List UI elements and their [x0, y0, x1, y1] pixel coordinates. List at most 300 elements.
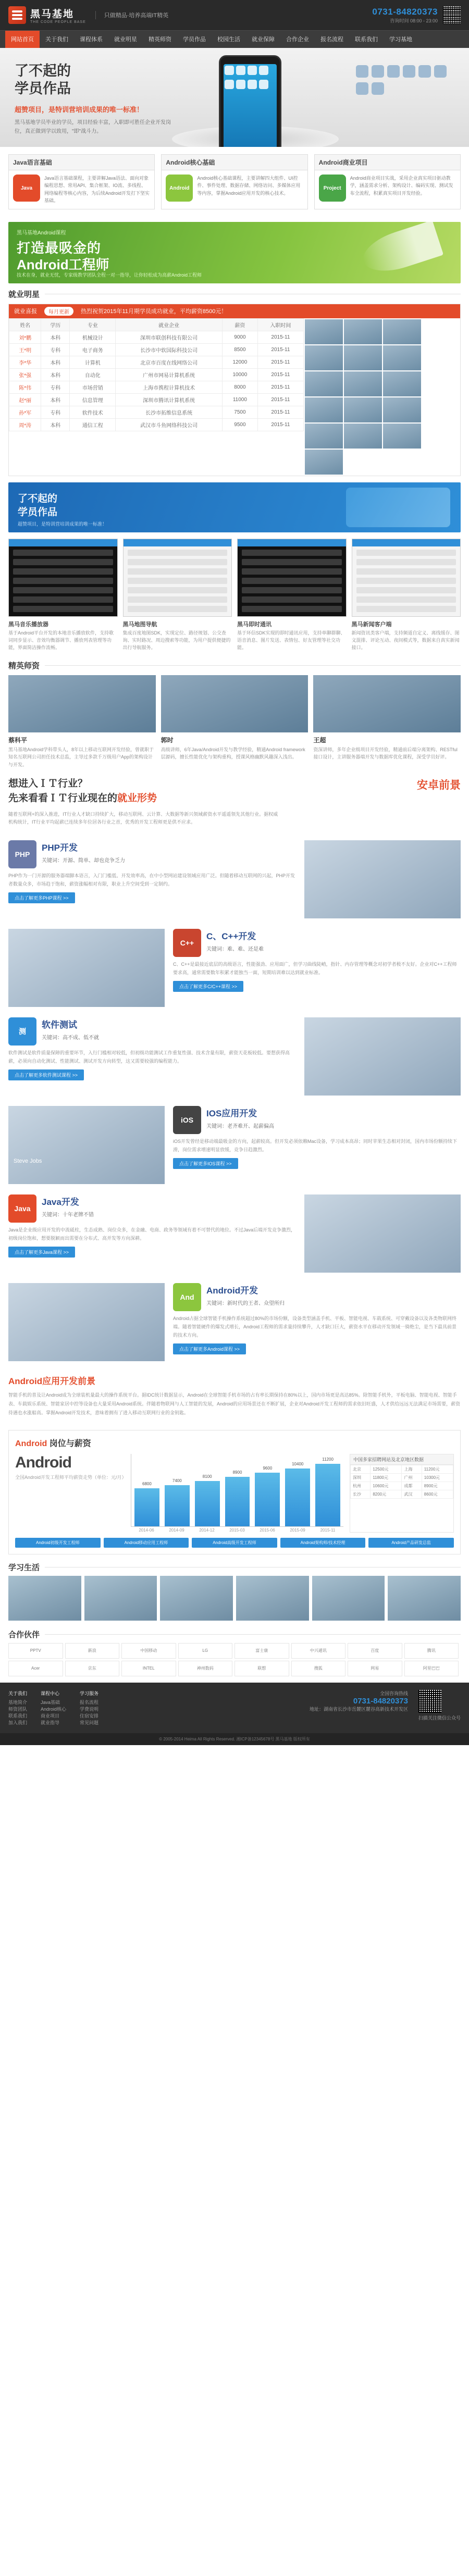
student-photo — [305, 450, 343, 475]
emp-cell: 8000 — [222, 381, 257, 393]
partner-logo-6[interactable]: 百度 — [348, 1643, 402, 1659]
emp-cell: 计算机 — [70, 356, 116, 368]
footer-link[interactable]: 就业指导 — [41, 1720, 60, 1725]
testing-photo — [304, 1017, 461, 1096]
salary-cell: 上海 — [402, 1465, 422, 1473]
android-icon: Android — [166, 175, 193, 202]
salary-cell: 11800元 — [371, 1473, 402, 1482]
partner-logo-15[interactable]: 阿里巴巴 — [404, 1661, 459, 1676]
nav-item-8[interactable]: 合作企业 — [286, 36, 309, 43]
chart-bar-value: 10400 — [292, 1461, 304, 1466]
emp-cell: 本科 — [41, 368, 70, 381]
emp-cell: 深圳市腾讯计算机系统 — [116, 393, 223, 406]
app-showcase — [0, 539, 469, 652]
footer-link[interactable]: 师资团队 — [8, 1706, 28, 1712]
student-photo — [344, 424, 382, 449]
salary-cell: 10600元 — [371, 1482, 402, 1490]
course-title: Android商业项目 — [315, 155, 460, 170]
employment-title: 就业明星 — [8, 290, 40, 299]
student-photo — [305, 397, 343, 422]
student-photo — [383, 345, 421, 370]
lang-cta-button[interactable]: 点击了解更多软件测试课程 >> — [8, 1069, 84, 1080]
footer-qr-block — [418, 1690, 461, 1726]
footer-phone-label: 全国咨询热线 — [379, 1690, 408, 1696]
footer-col-title: 学习服务 — [80, 1690, 99, 1696]
emp-cell: 通信工程 — [70, 418, 116, 431]
chart-bar-5 — [285, 1461, 310, 1526]
chart-x-label-3: 2015-03 — [229, 1527, 245, 1533]
works-sub: 超赞项目，是特训营培训成果的唯一标准！ — [18, 521, 107, 527]
emp-cell: 北京市百度在线网络公司 — [116, 356, 223, 368]
table-row — [9, 381, 304, 393]
app-card-2[interactable] — [237, 539, 347, 652]
app-card-0[interactable] — [8, 539, 118, 652]
emp-cell: 市场营销 — [70, 381, 116, 393]
hero-line1: 了不起的 — [15, 63, 71, 79]
nav-item-10[interactable]: 联系我们 — [355, 36, 378, 43]
nav-item-9[interactable]: 报名流程 — [320, 36, 343, 43]
student-photo — [344, 397, 382, 422]
course-title: Java语言基础 — [9, 155, 154, 170]
lang-body: iOS开发曾经是移动端最吸金的方向，起薪较高。但开发必须依赖Mac设备，学习成本高昂；同时苹果生态相对封闭，国内市场份额持续下滑，岗位需求增速明显放缓，竞争日趋激烈。 — [173, 1138, 458, 1152]
site-footer — [0, 1683, 469, 1733]
app-name: 黑马新闻客户端 — [351, 621, 392, 628]
footer-qr-icon — [418, 1690, 441, 1713]
lang-cta-button[interactable]: 点击了解更多C/C++课程 >> — [173, 981, 243, 992]
lang-body: Android占据全球智能手机操作系统超过80%的市场份额，设备类型涵盖手机、平板、智能电视、车载系统、可穿戴设备以及各类物联网终端。随着智能硬件的爆发式增长，Android工程师的需求量持续攀升，人才缺口巨大，薪资水平在移动开发领域一骑绝尘，是当下最具前景的技术方向。 — [173, 1315, 457, 1338]
java-icon: Java — [13, 175, 40, 202]
language-block-2 — [0, 1012, 469, 1101]
jobs-photo — [8, 1106, 165, 1184]
chart-bar-6 — [315, 1457, 340, 1526]
logo-title: 黑马基地 — [30, 9, 75, 20]
chart-bar-value: 8100 — [202, 1474, 212, 1479]
salary-cell: 长沙 — [351, 1490, 371, 1498]
salary-cell: 杭州 — [351, 1482, 371, 1490]
partners-block — [0, 1627, 469, 1683]
contact-hours: 咨询时间 08:00 - 23:00 — [390, 18, 438, 23]
lang-title: PHP开发 — [42, 842, 78, 853]
job-tag-2[interactable]: Android高级开发工程师 — [192, 1538, 277, 1548]
teacher-card-0[interactable] — [8, 675, 156, 768]
teacher-card-2[interactable] — [313, 675, 461, 768]
lang-keywords: 关键词：十年老牌不错 — [42, 1212, 94, 1218]
lang-title: Java开发 — [42, 1197, 79, 1207]
footer-col-title: 关于我们 — [8, 1690, 28, 1696]
table-row — [351, 1465, 453, 1473]
emp-cell: 9500 — [222, 418, 257, 431]
android-prospect-label: 安卓前景 — [417, 779, 461, 791]
emp-cell: 8500 — [222, 343, 257, 356]
table-row — [9, 393, 304, 406]
emp-cell: 11000 — [222, 393, 257, 406]
partner-logo-11[interactable]: 神州数码 — [178, 1661, 233, 1676]
footer-contact — [310, 1690, 408, 1726]
app-name: 黑马音乐播放器 — [8, 621, 48, 628]
nav-item-2[interactable]: 课程体系 — [80, 36, 103, 43]
chart-bar-value: 8900 — [232, 1470, 242, 1475]
chart-bar-value: 7400 — [172, 1478, 182, 1483]
partner-logo-12[interactable]: 联想 — [234, 1661, 289, 1676]
emp-col-3: 就业企业 — [116, 318, 223, 331]
nav-item-5[interactable]: 学员作品 — [183, 36, 206, 43]
footer-link[interactable]: 加入我们 — [8, 1720, 28, 1725]
partner-logo-14[interactable]: 网易 — [348, 1661, 402, 1676]
salary-cell: 10300元 — [422, 1473, 453, 1482]
emp-cell: 信息管理 — [70, 393, 116, 406]
table-row — [9, 368, 304, 381]
footer-link[interactable]: 学费说明 — [80, 1706, 99, 1712]
emp-col-5: 入职时间 — [257, 318, 303, 331]
banner-tag: 黑马基地Android课程 — [17, 230, 66, 236]
partner-logo-9[interactable]: 京东 — [65, 1661, 120, 1676]
course-desc: Java语言基础课程，主要讲解Java语法、面向对象编程思想、常用API、集合框架、IO流、多线程、网络编程等核心内容，为后续Android开发打下坚实基础。 — [44, 176, 150, 204]
emp-cell: 专科 — [41, 406, 70, 418]
nav-item-7[interactable]: 就业保障 — [252, 36, 275, 43]
employment-bar-pill: 每月更新 — [44, 307, 73, 316]
top-contact — [372, 7, 438, 24]
chart-bar-4 — [255, 1466, 280, 1526]
emp-cell: 12000 — [222, 356, 257, 368]
campus-photo-6 — [388, 1576, 461, 1621]
partner-logo-2[interactable]: 中国移动 — [121, 1643, 176, 1659]
campus-photo-5 — [312, 1576, 385, 1621]
app-card-1[interactable] — [123, 539, 232, 652]
chart-bar-0 — [134, 1482, 159, 1526]
chart-bar-value: 9600 — [263, 1466, 273, 1471]
emp-col-0: 姓名 — [9, 318, 41, 331]
android-photo — [8, 1283, 165, 1361]
emp-cell: 2015-11 — [257, 418, 303, 431]
lang-title: C、C++开发 — [206, 931, 256, 941]
salary-table-title: 中国多家招聘网站及北京地区数据 — [350, 1454, 453, 1465]
android-course-banner[interactable] — [8, 222, 461, 283]
app-name: 黑马地图导航 — [122, 621, 157, 628]
logo-subtitle: THE CODE PEOPLE BASE — [30, 20, 86, 24]
campus-photo-3 — [160, 1576, 233, 1621]
teacher-name: 王超 — [313, 736, 326, 744]
site-slogan: 只做精品·培养高端IT精英 — [95, 11, 168, 19]
teacher-desc: 资深讲师，多年企业级项目开发经验，精通前后端分离架构、RESTful接口设计，主讲服务器端开发与数据库优化课程，深受学员好评。 — [313, 746, 458, 760]
table-row — [9, 331, 304, 343]
emp-cell: 本科 — [41, 418, 70, 431]
salary-cell: 成都 — [402, 1482, 422, 1490]
chart-x-label-0: 2014-06 — [139, 1527, 154, 1533]
lang-cta-button[interactable]: 点击了解更多Android课程 >> — [173, 1343, 246, 1354]
teacher-name: 郭时 — [161, 736, 174, 744]
-icon: 测 — [8, 1017, 36, 1046]
main-nav — [0, 30, 469, 48]
app-desc: 基于Android平台开发的本地音乐播放软件，支持歌词同步显示、音效均衡器调节、播放列表管理等功能，界面简洁操作流畅。 — [8, 630, 114, 651]
student-photo — [383, 424, 421, 449]
language-block-4 — [0, 1189, 469, 1278]
emp-cell: 李*华 — [9, 356, 41, 368]
emp-cell: 自动化 — [70, 368, 116, 381]
hand-phone-image — [346, 488, 450, 527]
hero-paragraph: 黑马基地学员毕业的学员，项目经验丰富，入职即可胜任企业开发岗位，真正做到学以致用，"即"战斗力。 — [15, 119, 171, 134]
logo-icon — [8, 6, 26, 24]
chart-x-label-1: 2014-09 — [169, 1527, 184, 1533]
employment-bar-label: 就业喜报 — [14, 308, 37, 315]
student-photo — [305, 424, 343, 449]
java-photo — [304, 1194, 461, 1273]
app-screenshot — [237, 539, 347, 617]
job-tag-4[interactable]: Android产品研发总监 — [368, 1538, 454, 1548]
android-icon: And — [173, 1283, 201, 1311]
it-paragraph: 随着互联网+的深入推进，IT行业人才缺口持续扩大，移动互联网、云计算、大数据等新兴领域薪资水平遥遥领先其他行业。据权威机构统计，IT行业平均起薪已连续多年位居各行业之首，优秀的开发工程师更是供不应求。 — [8, 811, 278, 825]
copyright: © 2005-2014 Heima All Rights Reserved. 湘ICP备12345678号 黑马基地 版权所有 — [0, 1733, 469, 1745]
salary-cell: 12500元 — [371, 1465, 402, 1473]
emp-cell: 刘*鹏 — [9, 331, 41, 343]
hero-phone-mockup — [219, 55, 281, 147]
it-line1: 想进入ＩＴ行业？ — [8, 778, 88, 789]
lang-body: C、C++是最接近底层的高级语言，性能强劲、应用面广，但学习曲线陡峭，指针、内存管理等概念对初学者极不友好。企业对C++工程师要求高，通常需要数年积累才能独当一面，短期培训难以达到就业标准。 — [173, 961, 457, 975]
emp-cell: 周*涛 — [9, 418, 41, 431]
partner-logo-8[interactable]: Acer — [8, 1661, 63, 1676]
life-title: 学习生活 — [8, 1563, 40, 1572]
qr-code-icon — [443, 6, 461, 24]
salary-cell: 广州 — [402, 1473, 422, 1482]
table-row — [9, 343, 304, 356]
emp-cell: 王*明 — [9, 343, 41, 356]
footer-link[interactable]: 住宿安排 — [80, 1713, 99, 1719]
teacher-desc: 高级讲师，6年Java/Android开发与教学经验，精通Android framework层源码，擅长性能优化与架构重构，授课风格幽默风趣深入浅出。 — [161, 746, 305, 760]
teacher-desc: 黑马基地Android学科带头人，8年以上移动互联网开发经验，曾就职于知名互联网公司担任技术总监，主导过多款千万级用户App的架构设计与开发。 — [8, 746, 154, 767]
image-caption: Steve Jobs — [14, 1158, 42, 1164]
partner-logo-5[interactable]: 中兴通讯 — [291, 1643, 346, 1659]
partner-logo-7[interactable]: 腾讯 — [404, 1643, 459, 1659]
emp-cell: 深圳市联创科技有限公司 — [116, 331, 223, 343]
salary-cell: 北京 — [351, 1465, 371, 1473]
teacher-name: 蔡科平 — [8, 736, 28, 744]
footer-link[interactable]: 商业项目 — [41, 1713, 60, 1719]
footer-col-0 — [8, 1690, 27, 1726]
chart-bar-value: 6800 — [142, 1482, 152, 1487]
student-photo — [305, 371, 343, 396]
chart-caption — [15, 1454, 125, 1533]
app-desc: 集成百度地图SDK，实现定位、路径规划、公交查询、实时路况、周边搜索等功能，为用户提供便捷的出行导航服务。 — [122, 630, 231, 651]
hero-sub: 超赞项目，是特训营培训成果的唯一标准！ — [15, 105, 144, 114]
teacher-photo — [161, 675, 308, 732]
lang-keywords: 关键词：开源、简单、却也竞争乏力 — [42, 857, 125, 864]
job-tag-3[interactable]: Android架构师/技术经理 — [280, 1538, 366, 1548]
language-block-1 — [0, 924, 469, 1012]
emp-cell: 专科 — [41, 343, 70, 356]
footer-link[interactable]: 报名流程 — [80, 1699, 99, 1705]
footer-link[interactable]: 基地简介 — [8, 1699, 28, 1705]
partner-logo-10[interactable]: INTEL — [121, 1661, 176, 1676]
salary-cell: 8900元 — [422, 1482, 453, 1490]
android-prospect-title: Android应用开发前景 — [8, 1376, 96, 1386]
emp-cell: 本科 — [41, 356, 70, 368]
table-row — [351, 1482, 453, 1490]
emp-cell: 机械设计 — [70, 331, 116, 343]
emp-cell: 广州市网易计算机系统 — [116, 368, 223, 381]
it-line2-em: 就业形势 — [117, 793, 157, 804]
emp-cell: 7500 — [222, 406, 257, 418]
emp-cell: 本科 — [41, 393, 70, 406]
chart-bar-3 — [225, 1470, 250, 1526]
footer-col-1 — [41, 1690, 66, 1726]
emp-cell: 10000 — [222, 368, 257, 381]
hero-app-icons — [354, 64, 459, 98]
employment-title-row — [0, 289, 469, 300]
footer-phone: 0731-84820373 — [353, 1696, 408, 1706]
lang-body: 软件测试是软件质量保障的重要环节，入行门槛相对较低，但初级功能测试工作重复性强、技术含量有限，薪资天花板较低。要想获得高薪，必须向自动化测试、性能测试、测试开发方向转型，这又需要较强的编程能力。 — [8, 1050, 290, 1064]
lang-keywords: 关键词：新时代的王者、众望所归 — [206, 1300, 285, 1306]
chart-x-labels — [131, 1527, 343, 1533]
partners-title: 合作伙伴 — [8, 1630, 40, 1639]
banner-line1: 打造最吸金的 — [17, 240, 102, 256]
emp-cell: 2015-11 — [257, 331, 303, 343]
footer-link[interactable]: Java基础 — [41, 1699, 60, 1705]
emp-cell: 软件技术 — [70, 406, 116, 418]
campus-photo-1 — [8, 1576, 81, 1621]
language-sections — [0, 835, 469, 1366]
student-photo — [344, 371, 382, 396]
footer-col-title: 课程中心 — [41, 1690, 60, 1696]
course-card-0[interactable] — [8, 154, 155, 209]
app-desc: 新闻资讯类客户端，支持频道自定义、离线缓存、图文混排、评论互动、夜间模式等，数据来自真实新闻接口。 — [351, 630, 460, 651]
emp-cell: 上海市携程计算机技术 — [116, 381, 223, 393]
teachers-title: 精英师资 — [8, 661, 40, 670]
teacher-photo — [8, 675, 156, 732]
campus-photo-4 — [236, 1576, 309, 1621]
footer-col-2 — [80, 1690, 98, 1726]
student-photo — [383, 371, 421, 396]
emp-cell: 武汉市斗鱼网络科技公司 — [116, 418, 223, 431]
table-row — [351, 1473, 453, 1482]
employment-block — [8, 304, 461, 476]
app-card-3[interactable] — [352, 539, 461, 652]
emp-col-2: 专业 — [70, 318, 116, 331]
student-photo — [383, 397, 421, 422]
works-banner[interactable] — [8, 482, 461, 532]
site-logo[interactable] — [8, 6, 86, 24]
salary-chart-block — [8, 1430, 461, 1554]
salary-cell: 武汉 — [402, 1490, 422, 1498]
footer-link[interactable]: Android核心 — [41, 1706, 67, 1712]
course-section — [0, 147, 469, 217]
salary-title-rest: 岗位与薪资 — [47, 1439, 91, 1448]
chart-bar-1 — [165, 1478, 190, 1526]
chart-x-label-6: 2015-11 — [320, 1527, 336, 1533]
emp-cell: 张*强 — [9, 368, 41, 381]
teacher-card-1[interactable] — [161, 675, 308, 768]
works-line2: 学员作品 — [18, 506, 58, 518]
table-row — [9, 356, 304, 368]
table-row — [9, 418, 304, 431]
lang-cta-button[interactable]: 点击了解更多PHP课程 >> — [8, 892, 75, 903]
language-block-5 — [0, 1278, 469, 1366]
lang-cta-button[interactable]: 点击了解更多IOS课程 >> — [173, 1158, 238, 1169]
emp-cell: 本科 — [41, 331, 70, 343]
campus-photo-2 — [84, 1576, 157, 1621]
footer-qr-label: 扫描关注微信公众号 — [418, 1715, 461, 1721]
student-photo — [383, 319, 421, 344]
employment-table — [9, 318, 304, 431]
teachers-list — [0, 675, 469, 768]
lang-keywords: 关键词：高不成、低不就 — [42, 1035, 99, 1041]
lang-body: Java是企业级应用开发的中流砥柱，生态成熟、岗位众多，在金融、电商、政务等领域有着不可替代的地位。不过Java后端开发竞争激烈，初级岗位饱和，想要脱颖而出需要在分布式、高并发等方向深耕。 — [8, 1227, 296, 1241]
android-project-icon: Project — [319, 175, 346, 202]
app-screenshot — [8, 539, 118, 617]
emp-col-4: 薪资 — [222, 318, 257, 331]
top-bar — [0, 0, 469, 30]
course-card-2[interactable] — [314, 154, 461, 209]
chart-x-label-2: 2014-12 — [199, 1527, 215, 1533]
salary-cell: 深圳 — [351, 1473, 371, 1482]
footer-link[interactable]: 联系我们 — [8, 1713, 28, 1719]
nav-item-11[interactable]: 学习基地 — [389, 36, 412, 43]
salary-title-em: Android — [15, 1439, 47, 1448]
app-name: 黑马即时通讯 — [237, 621, 271, 628]
lang-title: 软件测试 — [42, 1019, 77, 1030]
salary-cell: 8600元 — [422, 1490, 453, 1498]
hero-phone-screen — [224, 64, 277, 147]
nav-item-6[interactable]: 校园生活 — [217, 36, 240, 43]
nav-item-0[interactable]: 网站首页 — [5, 31, 40, 48]
chart-bar-2 — [195, 1474, 220, 1526]
android-prospect-para: 智能手机的普及让Android成为全球装机量最大的操作系统平台。据IDC统计数据显示，Android在全球智能手机市场的占有率长期保持在80%以上，国内市场更是高达85%。除智能手机外，平板电脑、智能电视、智能手表、车载娱乐系统、智能家居中控等设备也大量采用Android系统。伴随着物联网与人工智能的发展，Android的应用场景还在不断扩展，企业对Android开发工程师的需求依旧旺盛，人才供给远远无法满足市场需要，薪资待遇也水涨船高。掌握Android开发技术，意味着拥有了进入移动互联网行业的金钥匙。 — [8, 1392, 461, 1415]
course-title: Android核心基础 — [162, 155, 307, 170]
rocket-icon — [358, 222, 443, 279]
emp-col-1: 学历 — [41, 318, 70, 331]
job-tag-1[interactable]: Android移动应用工程师 — [104, 1538, 189, 1548]
partner-logo-0[interactable]: PPTV — [8, 1643, 63, 1659]
partner-logo-4[interactable]: 富士康 — [234, 1643, 289, 1659]
chart-word-sub: 全国Android开发工程师平均薪资走势（单位：元/月） — [15, 1474, 127, 1480]
partner-logo-13[interactable]: 搜狐 — [291, 1661, 346, 1676]
language-block-3 — [0, 1101, 469, 1189]
it-line2-a: 先来看看ＩＴ行业现在的 — [8, 793, 118, 804]
course-desc: Android核心基础课程，主要讲解四大组件、UI控件、事件处理、数据存储、网络访问、多媒体应用等内容，掌握Android应用开发的核心技术。 — [197, 176, 301, 196]
student-photo — [305, 319, 343, 344]
lang-body: PHP作为一门开源的服务器端脚本语言，入门门槛低、开发效率高，在中小型网站建设领域应用广泛。但随着移动互联网的兴起，PHP开发者数量众多，市场趋于饱和，薪资涨幅相对有限，职业上升空间受到一定制约。 — [8, 873, 295, 887]
salary-title — [15, 1437, 454, 1449]
emp-cell: 2015-11 — [257, 381, 303, 393]
lang-keywords: 关键词：老齐难开、起薪偏高 — [206, 1123, 274, 1129]
footer-link[interactable]: 常见问题 — [80, 1720, 99, 1725]
student-photo — [344, 319, 382, 344]
chart-x-label-4: 2015-06 — [260, 1527, 275, 1533]
emp-cell: 专科 — [41, 381, 70, 393]
works-line1: 了不起的 — [18, 493, 58, 504]
campus-life-block — [0, 1560, 469, 1627]
contact-phone: 0731-84820373 — [372, 6, 438, 17]
nav-item-4[interactable]: 精英师资 — [149, 36, 171, 43]
emp-cell: 2015-11 — [257, 393, 303, 406]
partner-logo-1[interactable]: 新浪 — [65, 1643, 120, 1659]
job-tag-0[interactable]: Android初级开发工程师 — [15, 1538, 101, 1548]
php-icon: PHP — [8, 840, 36, 868]
salary-bar-chart — [131, 1454, 343, 1527]
salary-cell: 11200元 — [422, 1465, 453, 1473]
salary-cell: 8200元 — [371, 1490, 402, 1498]
employment-photos — [304, 318, 460, 476]
salary-table — [350, 1454, 454, 1533]
nav-item-3[interactable]: 就业明星 — [114, 36, 137, 43]
job-title-tags — [15, 1538, 454, 1548]
course-card-1[interactable] — [161, 154, 307, 209]
emp-cell: 长沙市中软国际科技公司 — [116, 343, 223, 356]
lang-cta-button[interactable]: 点击了解更多Java课程 >> — [8, 1247, 75, 1258]
nav-item-1[interactable]: 关于我们 — [45, 36, 68, 43]
java-icon: Java — [8, 1194, 36, 1223]
emp-cell: 赵*丽 — [9, 393, 41, 406]
it-line2 — [8, 791, 279, 806]
partner-logo-3[interactable]: LG — [178, 1643, 233, 1659]
